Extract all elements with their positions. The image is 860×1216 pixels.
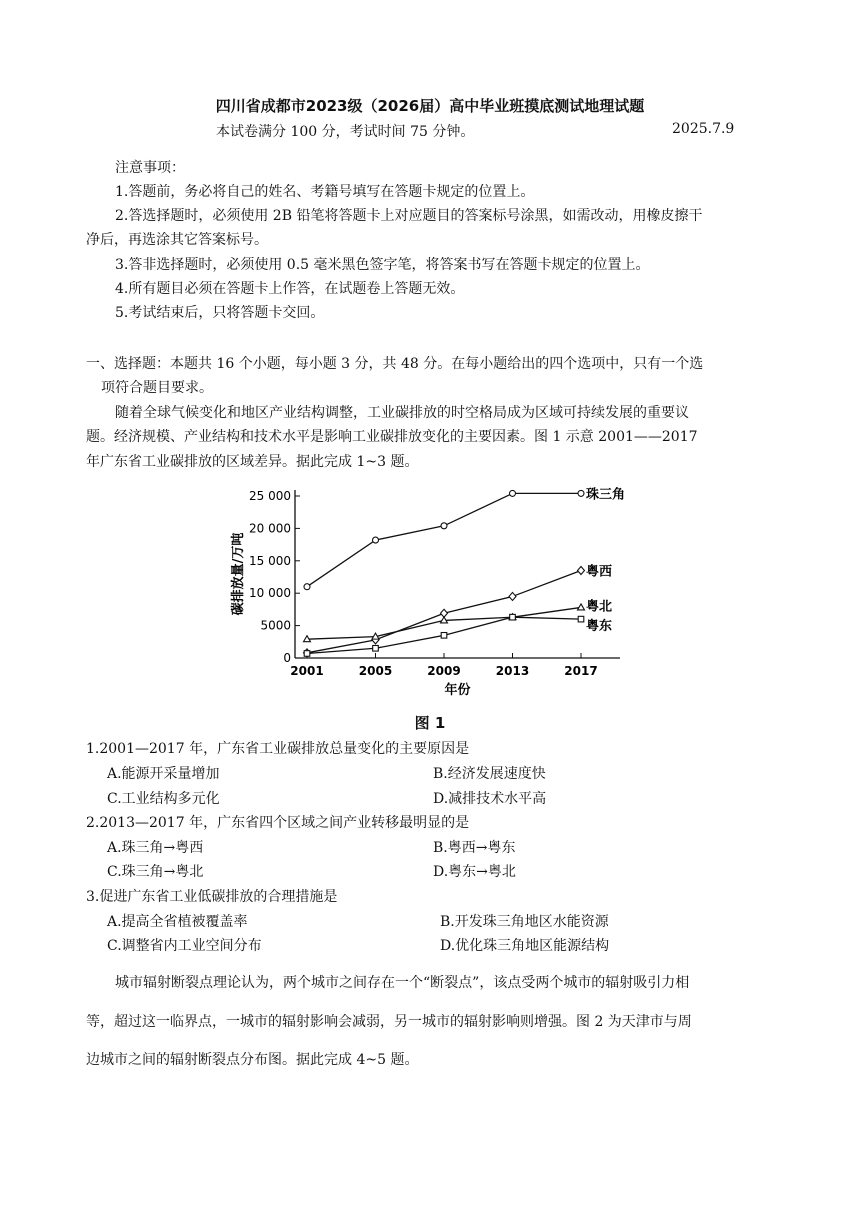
data-point	[304, 651, 310, 657]
option-c: C.珠三角→粤北	[107, 864, 204, 880]
passage-paragraph: 等，超过这一临界点，一城市的辐射影响会减弱，另一城市的辐射影响则增强。图 2 为天津市与周	[86, 1014, 692, 1030]
exam-date: 2025.7.9	[672, 121, 735, 137]
x-axis-label: 年份	[444, 683, 471, 698]
note-item: 2.答选择题时，必须使用 2B 铅笔将答题卡上对应题目的答案标号涂黑，如需改动，用橡皮擦干	[115, 208, 703, 224]
series-label: 粤西	[586, 564, 613, 580]
data-point	[578, 604, 585, 610]
y-tick-label: 25 000	[249, 489, 291, 503]
data-point	[510, 490, 516, 496]
note-item: 4.所有题目必须在答题卡上作答，在试题卷上答题无效。	[115, 281, 465, 297]
section-heading: 一、选择题：本题共 16 个小题，每小题 3 分，共 48 分。在每小题给出的四个选项中，只有一个选	[86, 356, 704, 372]
x-tick-label: 2009	[427, 664, 461, 678]
intro-paragraph: 年广东省工业碳排放的区域差异。据此完成 1~3 题。	[86, 454, 419, 470]
intro-paragraph: 随着全球气候变化和地区产业结构调整，工业碳排放的时空格局成为区域可持续发展的重要议	[115, 405, 689, 421]
figure-label: 图 1	[414, 714, 446, 732]
data-point	[373, 537, 379, 543]
series-label: 粤北	[586, 599, 613, 615]
data-point	[510, 614, 516, 620]
option-d: D.粤东→粤北	[433, 864, 516, 880]
data-point	[578, 616, 584, 622]
y-tick-label: 5000	[260, 618, 291, 633]
x-tick-label: 2013	[495, 664, 530, 678]
carbon-emission-chart	[225, 478, 635, 708]
option-a: A.能源开采量增加	[107, 766, 220, 782]
note-item: 3.答非选择题时，必须使用 0.5 毫米黑色签字笔，将答案书写在答题卡规定的位置上。	[115, 257, 650, 273]
page-title: 四川省成都市2023级（2026届）高中毕业班摸底测试地理试题	[215, 97, 645, 115]
data-point	[304, 584, 310, 590]
option-d: D.优化珠三角地区能源结构	[440, 938, 610, 954]
data-point	[578, 567, 585, 575]
intro-paragraph: 题。经济规模、产业结构和技术水平是影响工业碳排放变化的主要因素。图 1 示意 2001——2017	[86, 429, 698, 445]
note-item: 1.答题前，务必将自己的姓名、考籍号填写在答题卡规定的位置上。	[115, 184, 535, 200]
data-point	[441, 633, 447, 639]
series-label: 粤东	[586, 619, 613, 635]
data-point	[509, 592, 516, 600]
question-stem: 3.促进广东省工业低碳排放的合理措施是	[86, 889, 338, 905]
exam-info: 本试卷满分 100 分，考试时间 75 分钟。	[216, 124, 475, 140]
y-tick-label: 0	[283, 651, 291, 665]
y-tick-label: 15 000	[249, 553, 291, 568]
passage-paragraph: 城市辐射断裂点理论认为，两个城市之间存在一个“断裂点”，该点受两个城市的辐射吸引力相	[115, 975, 690, 991]
question-stem: 1.2001—2017 年，广东省工业碳排放总量变化的主要原因是	[86, 741, 470, 757]
option-a: A.提高全省植被覆盖率	[107, 914, 248, 930]
y-axis-label: 碳排放量/万吨	[231, 532, 246, 616]
data-point	[441, 523, 447, 529]
data-point	[373, 645, 379, 651]
passage-paragraph: 边城市之间的辐射断裂点分布图。据此完成 4~5 题。	[86, 1052, 419, 1068]
option-b: B.粤西→粤东	[433, 840, 516, 856]
notes-heading: 注意事项：	[115, 160, 185, 176]
x-tick-label: 2017	[564, 664, 598, 678]
x-tick-label: 2005	[358, 664, 393, 678]
series-line	[307, 493, 581, 586]
option-b: B.经济发展速度快	[433, 766, 546, 782]
option-a: A.珠三角→粤西	[107, 840, 204, 856]
data-point	[578, 490, 584, 496]
option-c: C.工业结构多元化	[107, 791, 220, 807]
question-stem: 2.2013—2017 年，广东省四个区域之间产业转移最明显的是	[86, 815, 470, 831]
note-item: 5.考试结束后，只将答题卡交回。	[115, 305, 325, 321]
series-label: 珠三角	[586, 487, 626, 503]
note-item: 净后，再选涂其它答案标号。	[86, 232, 268, 248]
option-c: C.调整省内工业空间分布	[107, 938, 262, 954]
option-b: B.开发珠三角地区水能资源	[440, 914, 609, 930]
y-tick-label: 20 000	[249, 521, 291, 536]
option-d: D.减排技术水平高	[433, 791, 547, 807]
y-tick-label: 10 000	[249, 586, 291, 601]
section-heading: 项符合题目要求。	[101, 380, 213, 396]
x-tick-label: 2001	[290, 664, 324, 678]
